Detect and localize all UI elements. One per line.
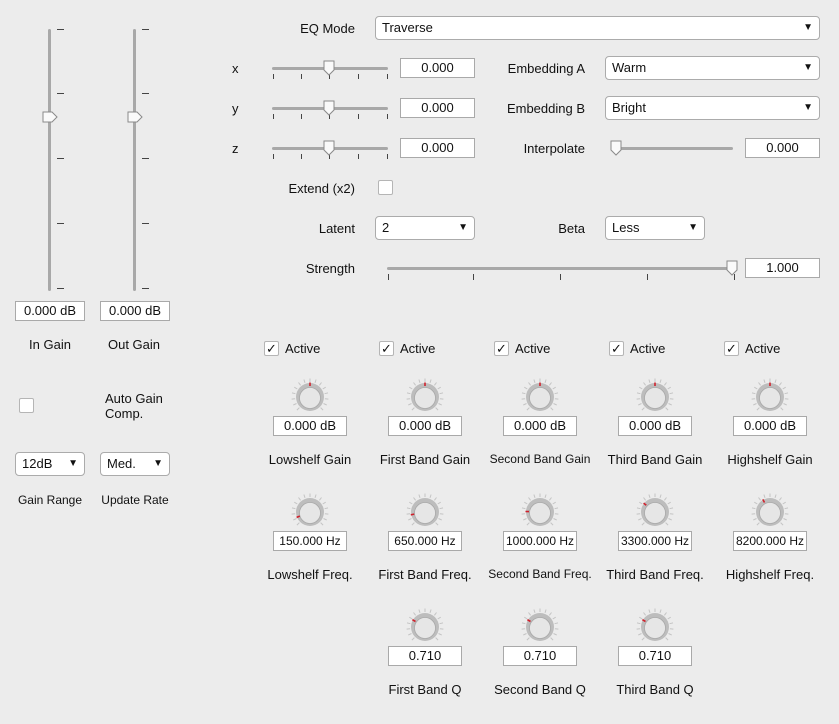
band-gain-label: First Band Gain [379,452,471,467]
gain-range-value: 12dB [22,456,53,471]
band-active-label: Active [400,341,436,356]
in-gain-label: In Gain [29,337,71,352]
band-active-label: Active [745,341,781,356]
auto-gain-label-line2: Comp. [105,406,144,421]
triangle-down-icon: ▼ [458,222,468,233]
band-freq-knob[interactable] [750,492,790,532]
x-value-field[interactable]: 0.000 [400,58,475,78]
z-slider-thumb[interactable] [323,140,335,156]
band-q-label: Third Band Q [616,682,694,697]
band-active-label: Active [285,341,321,356]
band-gain-knob[interactable] [520,377,560,417]
band-freq-label: Lowshelf Freq. [267,567,353,582]
gain-range-label: Gain Range [17,493,83,507]
band-freq-value-field[interactable]: 3300.000 Hz [618,531,692,551]
embedding-a-select[interactable] [605,56,820,80]
band-q-knob[interactable] [635,607,675,647]
out-gain-label: Out Gain [107,337,161,352]
checkmark-icon: ✓ [381,341,392,356]
strength-label: Strength [305,261,355,276]
extend-checkbox[interactable] [378,180,393,195]
embedding-b-label: Embedding B [506,101,585,116]
band-freq-knob[interactable] [290,492,330,532]
gain-range-select[interactable] [15,452,85,476]
band-gain-knob[interactable] [750,377,790,417]
band-freq-value-field[interactable]: 650.000 Hz [388,531,462,551]
latent-select[interactable] [375,216,475,240]
band-active-checkbox[interactable] [494,341,509,356]
eq-mode-select[interactable] [375,16,820,40]
embedding-b-value: Bright [612,100,646,115]
band-gain-knob[interactable] [290,377,330,417]
band-q-label: Second Band Q [494,682,586,697]
x-slider-thumb[interactable] [323,60,335,76]
band-gain-value-field[interactable]: 0.000 dB [733,416,807,436]
embedding-b-select[interactable] [605,96,820,120]
out-gain-value-field[interactable]: 0.000 dB [100,301,170,321]
band-active-label: Active [515,341,551,356]
band-q-value-field[interactable]: 0.710 [503,646,577,666]
update-rate-select[interactable] [100,452,170,476]
x-label: x [232,61,239,76]
y-slider[interactable] [270,98,390,122]
auto-gain-checkbox[interactable] [19,398,34,413]
band-gain-value-field[interactable]: 0.000 dB [618,416,692,436]
out-gain-slider-thumb[interactable] [127,111,143,123]
interpolate-slider[interactable] [610,138,735,162]
band-q-knob[interactable] [520,607,560,647]
band-q-value-field[interactable]: 0.710 [388,646,462,666]
band-freq-knob[interactable] [405,492,445,532]
triangle-down-icon: ▼ [803,22,813,33]
in-gain-slider[interactable] [30,25,70,295]
band-freq-label: First Band Freq. [378,567,472,582]
triangle-down-icon: ▼ [153,458,163,469]
band-gain-label: Highshelf Gain [727,452,813,467]
strength-value-field[interactable]: 1.000 [745,258,820,278]
band-freq-label: Third Band Freq. [606,567,704,582]
triangle-down-icon: ▼ [68,458,78,469]
eq-mode-label: EQ Mode [300,21,355,36]
band-gain-value-field[interactable]: 0.000 dB [388,416,462,436]
band-freq-label: Highshelf Freq. [725,567,815,582]
band-gain-label: Third Band Gain [607,452,703,467]
band-active-checkbox[interactable] [379,341,394,356]
extend-label: Extend (x2) [288,181,355,196]
z-label: z [232,141,239,156]
band-freq-knob[interactable] [635,492,675,532]
y-value-field[interactable]: 0.000 [400,98,475,118]
eq-mode-value: Traverse [382,20,433,35]
x-slider[interactable] [270,58,390,82]
band-gain-knob[interactable] [405,377,445,417]
latent-label: Latent [318,221,355,236]
strength-slider[interactable] [385,258,740,284]
interpolate-value-field[interactable]: 0.000 [745,138,820,158]
band-gain-knob[interactable] [635,377,675,417]
update-rate-label: Update Rate [101,493,169,507]
checkmark-icon: ✓ [726,341,737,356]
band-freq-value-field[interactable]: 150.000 Hz [273,531,347,551]
triangle-down-icon: ▼ [803,102,813,113]
latent-value: 2 [382,220,390,235]
embedding-a-value: Warm [612,60,647,75]
embedding-a-label: Embedding A [507,61,585,76]
band-gain-value-field[interactable]: 0.000 dB [273,416,347,436]
band-freq-value-field[interactable]: 1000.000 Hz [503,531,577,551]
band-freq-value-field[interactable]: 8200.000 Hz [733,531,807,551]
strength-slider-thumb[interactable] [726,260,738,276]
checkmark-icon: ✓ [611,341,622,356]
z-value-field[interactable]: 0.000 [400,138,475,158]
beta-value: Less [612,220,640,235]
interpolate-slider-thumb[interactable] [610,140,622,156]
band-q-knob[interactable] [405,607,445,647]
band-active-checkbox[interactable] [609,341,624,356]
in-gain-slider-thumb[interactable] [42,111,58,123]
band-q-label: First Band Q [388,682,462,697]
band-freq-knob[interactable] [520,492,560,532]
checkmark-icon: ✓ [266,341,277,356]
triangle-down-icon: ▼ [803,62,813,73]
triangle-down-icon: ▼ [688,222,698,233]
band-active-checkbox[interactable] [724,341,739,356]
band-freq-label: Second Band Freq. [488,567,592,581]
y-slider-thumb[interactable] [323,100,335,116]
band-gain-label: Lowshelf Gain [268,452,352,467]
band-gain-value-field[interactable]: 0.000 dB [503,416,577,436]
band-q-value-field[interactable]: 0.710 [618,646,692,666]
update-rate-value: Med. [107,456,136,471]
beta-label: Beta [558,221,585,236]
in-gain-value-field[interactable]: 0.000 dB [15,301,85,321]
band-active-label: Active [630,341,666,356]
band-gain-label: Second Band Gain [489,452,591,466]
z-slider[interactable] [270,138,390,162]
band-active-checkbox[interactable] [264,341,279,356]
y-label: y [232,101,239,116]
auto-gain-label-line1: Auto Gain [105,391,163,406]
beta-select[interactable] [605,216,705,240]
checkmark-icon: ✓ [496,341,507,356]
out-gain-slider[interactable] [115,25,155,295]
interpolate-label: Interpolate [523,141,585,156]
